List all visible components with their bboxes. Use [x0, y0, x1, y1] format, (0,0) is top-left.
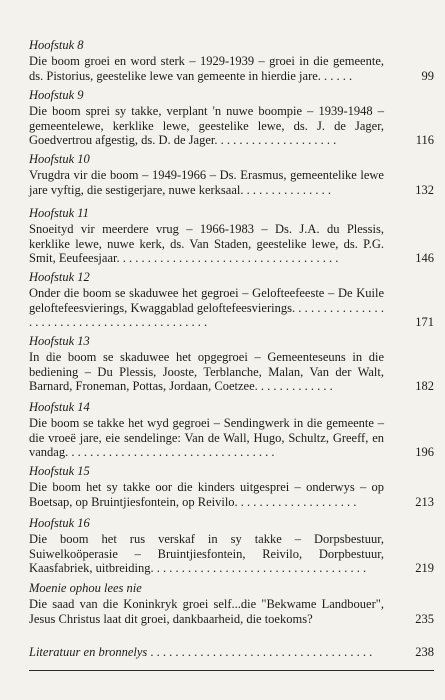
page-number: 116	[415, 133, 434, 148]
page-number: 99	[421, 68, 434, 83]
chapter-heading: Hoofstuk 13	[29, 334, 90, 348]
chapter-description: Vrugdra vir die boom – 1949-1966 – Ds. Erasmus, gemeentelike lewe jare vyftig, die sestigerjare, nuwe kerksaal. . . . . . . . . . . . . . .	[29, 168, 384, 197]
toc-entry-hoofstuk-13	[29, 334, 434, 394]
page-number: 182	[415, 379, 434, 394]
toc-entry-moenie-ophou-lees-nie	[29, 581, 434, 626]
chapter-description: Onder die boom se skaduwee het gegroei – Gelofteefeeste – De Kuile geloftefeesvierings, Kwaggablad geloftefeesvierings. . . . . . . . . . . . . . . . . . . . . . . . . . . . . . . . . . . . . . . . . . . .	[29, 286, 384, 330]
toc-entry-hoofstuk-9	[29, 88, 434, 148]
chapter-heading: Hoofstuk 15	[29, 464, 90, 478]
chapter-description: In die boom se skaduwee het opgegroei – Gemeenteseuns in die bediening – Du Plessis, Jooste, Terblanche, Malan, Van der Walt, Barnard, Froneman, Pottas, Jordaan, Coetzee. . . . . . . . . . . . .	[29, 350, 384, 394]
chapter-description: Die boom sprei sy takke, verplant 'n nuwe boompie – 1939-1948 – gemeentelewe, kerklike lewe, geestelike lewe, ds. J. de Jager, Goedvertrou afgestig, ds. D. de Jager. . . . . . . . . . . . . . . . . . . .	[29, 104, 384, 148]
toc-entry-hoofstuk-10	[29, 152, 434, 197]
chapter-description: Die boom het rus verskaf in sy takke – Dorpsbestuur, Suiwelkoöperasie – Bruintjiesfontein, Reivilo, Dorpbestuur, Kaasfabriek, uitbreiding. . . . . . . . . . . . . . . . . . . . . . . . . . . . . . . . . . .	[29, 532, 384, 576]
chapter-description: Die boom se takke het wyd gegroei – Sendingwerk in die gemeente – die vroeë jare, eie sendelinge: Van de Wall, Hugo, Schultz, Greeff, en vandag. . . . . . . . . . . . . . . . . . . . . . . . . . . . . . . . . .	[29, 416, 384, 460]
page-number: 196	[415, 445, 434, 460]
chapter-heading: Literatuur en bronnelys	[29, 645, 148, 659]
chapter-heading: Hoofstuk 11	[29, 206, 89, 220]
toc-entry-hoofstuk-12	[29, 270, 434, 330]
toc-entry-hoofstuk-11	[29, 206, 434, 266]
chapter-heading: Hoofstuk 16	[29, 516, 90, 530]
page-number: 213	[415, 494, 434, 509]
page-number: 132	[415, 182, 434, 197]
toc-entry-hoofstuk-8	[29, 38, 434, 83]
chapter-description: Die saad van die Koninkryk groei self...die "Bekwame Landbouer", Jesus Christus laat dit groei, dankbaarheid, die toekoms?	[29, 597, 384, 626]
chapter-heading: Moenie ophou lees nie	[29, 581, 142, 595]
chapter-description: Snoeityd vir meerdere vrug – 1966-1983 – Ds. J.A. du Plessis, kerklike lewe, nuwe kerk, ds. Van Staden, geestelike lewe, ds. P.G. Smit, Eeufeesjaar. . . . . . . . . . . . . . . . . . . . . . . . . . . . . . . . . . . .	[29, 222, 384, 266]
page-number: 238	[415, 645, 434, 660]
chapter-description: Die boom groei en word sterk – 1929-1939 – groei in die gemeente, ds. Pistorius, geestelike lewe van gemeente in hierdie jare. . . . . .	[29, 54, 384, 83]
toc-entry-hoofstuk-16	[29, 516, 434, 576]
chapter-heading: Hoofstuk 8	[29, 38, 84, 52]
page-number: 171	[415, 315, 434, 330]
chapter-heading: Hoofstuk 12	[29, 270, 90, 284]
chapter-description: Die boom het sy takke oor die kinders uitgesprei – onderwys – op Boetsap, op Bruintjiesfontein, op Reivilo. . . . . . . . . . . . . . . . . . . .	[29, 480, 384, 509]
toc-entry-hoofstuk-15	[29, 464, 434, 509]
chapter-heading: Hoofstuk 10	[29, 152, 90, 166]
toc-entry-hoofstuk-14	[29, 400, 434, 460]
toc-entry-literatuur	[29, 645, 434, 660]
page-number: 235	[415, 611, 434, 626]
page-number: 219	[415, 561, 434, 576]
chapter-description: Literatuur en bronnelys . . . . . . . . . . . . . . . . . . . . . . . . . . . . . . . . . . . .	[29, 645, 373, 659]
bottom-rule	[29, 670, 434, 671]
chapter-heading: Hoofstuk 14	[29, 400, 90, 414]
page-number: 146	[415, 251, 434, 266]
chapter-heading: Hoofstuk 9	[29, 88, 84, 102]
